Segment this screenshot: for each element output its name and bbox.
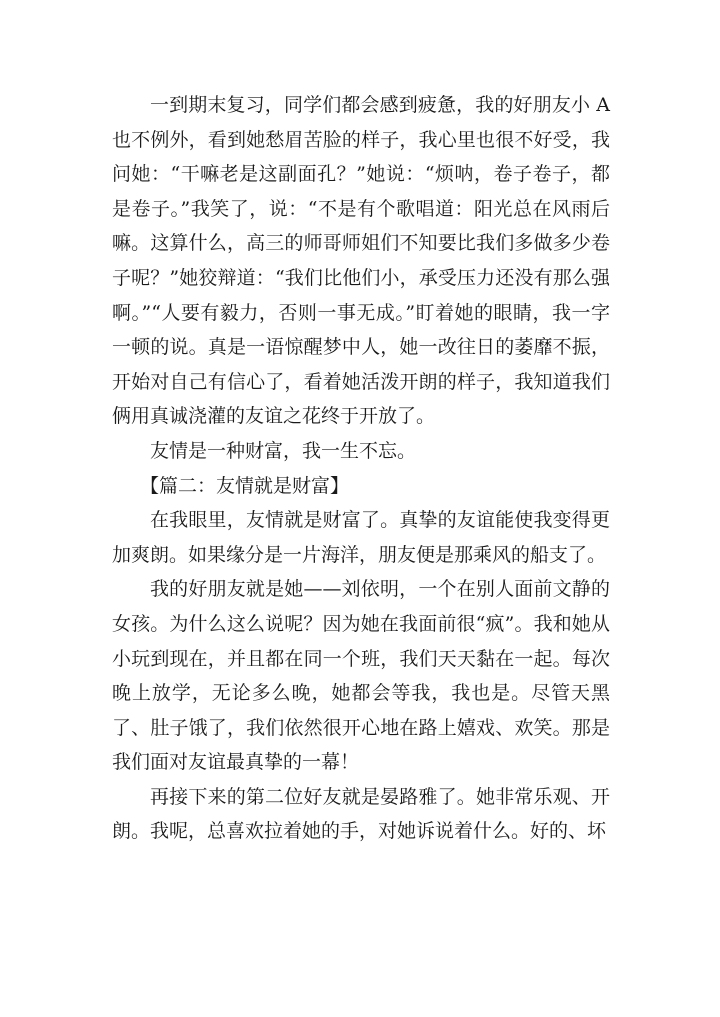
paragraph-friendship-wealth: 友情是一种财富，我一生不忘。: [150, 439, 417, 462]
paragraph-liu-yiming: 我的好朋友就是她——刘依明，一个在别人面前文静的女孩。为什么这么说呢？因为她在我面前很“疯”。我和她从小玩到现在，并且都在同一个班，我们天天黏在一起。每次晚上放学，无论多么晚，她都会等我，我也是。尽管天黑了、肚子饿了，我们依然很开心地在路上嬉戏、欢笑。那是我们面对友谊最真挚的一幕！: [112, 578, 610, 774]
paragraph-yan-luya: 再接下来的第二位好友就是晏路雅了。她非常乐观、开朗。我呢，总喜欢拉着她的手，对她诉说着什么。好的、坏: [112, 785, 610, 843]
paragraph-intro: 在我眼里，友情就是财富了。真挚的友谊能使我变得更加爽朗。如果缘分是一片海洋，朋友便是那乘风的船支了。: [112, 509, 610, 566]
section-heading: 【篇二：友情就是财富】: [140, 474, 350, 497]
paragraph-exam-review: 一到期末复习，同学们都会感到疲惫，我的好朋友小 A 也不例外，看到她愁眉苦脸的样子，我心里也很不好受，我问她：“干嘛老是这副面孔？”她说：“烦呐，卷子卷子，都是卷子。”我笑了，说：“不是有个歌唱道：阳光总在风雨后嘛。这算什么，高三的师哥师姐们不知要比我们多做多少卷子呢？”她狡辩道：“我们比他们小，承受压力还没有那么强啊。”“人要有毅力，否则一事无成。”盯着她的眼睛，我一字一顿的说。真是一语惊醒梦中人，她一改往日的萎靡不振，开始对自己有信心了，看着她活泼开朗的样子，我知道我们俩用真诚浇灌的友谊之花终于开放了。: [112, 94, 610, 428]
document-page: [112, 88, 610, 849]
